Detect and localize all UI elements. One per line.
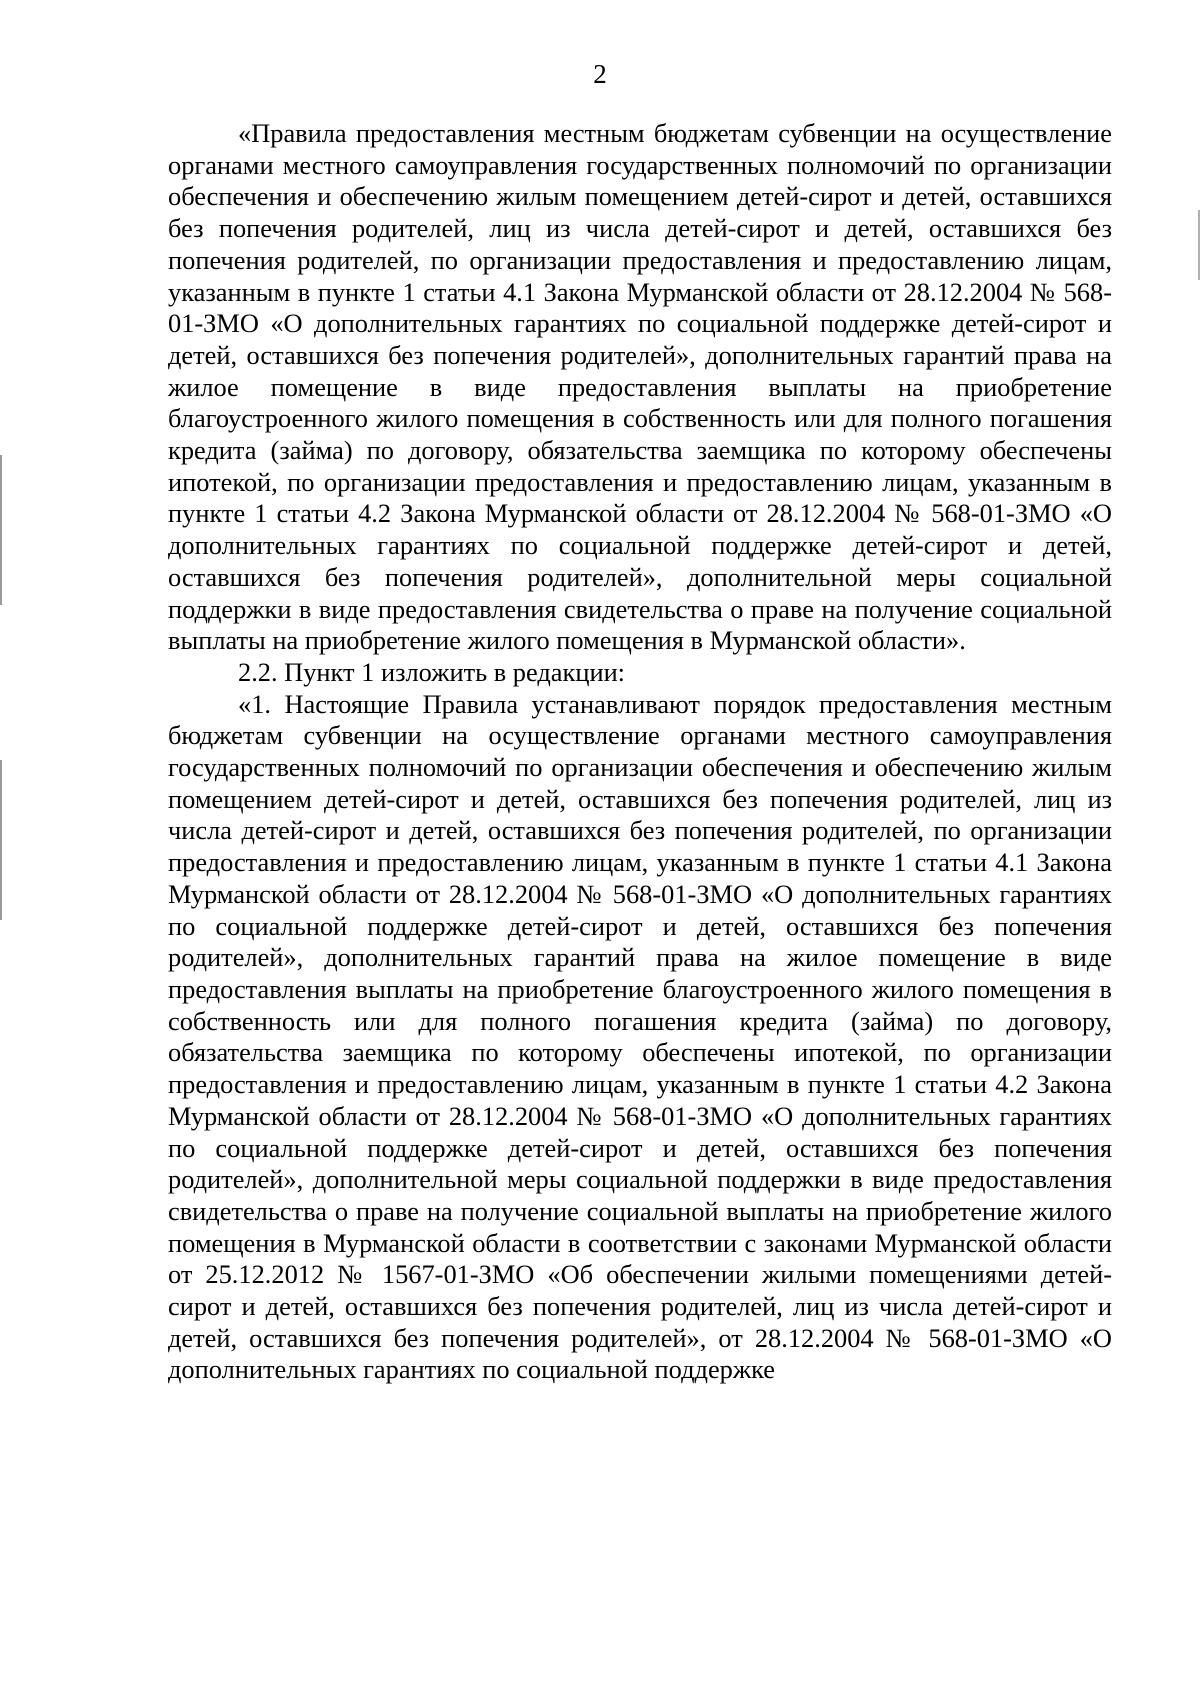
paragraph-item-2-2: 2.2. Пункт 1 изложить в редакции: bbox=[238, 656, 626, 687]
paragraph-rules-title: «Правила предоставления местным бюджетам субвенции на осуществление органами местного самоуправления государственных полномочий по организации обеспечения и обеспечению жилым помещением детей-сирот и детей, оставшихся без попечения родителей, лиц из числа детей-сирот и детей, оставшихся без попечения родителей, по организации предоставления и предоставлению лицам, указанным в пункте 1 статьи 4.1 Закона Мурманской области от 28.12.2004 № 568-01-ЗМО «О дополнительных гарантиях по социальной поддержке детей-сирот и детей, оставшихся без попечения родителей», дополнительных гарантий права на жилое помещение в виде предоставления выплаты на приобретение благоустроенного жилого помещения в собственность или для полного погашения кредита (займа) по договору, обязательства заемщика по которому обеспечены ипотекой, по организации предоставления и предоставлению лицам, указанным в пункте 1 статьи 4.2 Закона Мурманской области от 28.12.2004 № 568-01-ЗМО «О дополнительных гарантиях по социальной поддержке детей-сирот и детей, оставшихся без попечения родителей», дополнительной меры социальной поддержки в виде предоставления свидетельства о праве на получение социальной выплаты на приобретение жилого помещения в Мурманской области». bbox=[168, 118, 1112, 656]
scan-edge-mark-bottom bbox=[0, 760, 2, 920]
document-body bbox=[168, 118, 1112, 1386]
scan-edge-mark-top bbox=[0, 455, 2, 605]
page-number: 2 bbox=[593, 59, 607, 89]
paragraph-point-1: «1. Настоящие Правила устанавливают порядок предоставления местным бюджетам субвенции на осуществление органами местного самоуправления государственных полномочий по организации обеспечения и обеспечению жилым помещением детей-сирот и детей, оставшихся без попечения родителей, лиц из числа детей-сирот и детей, оставшихся без попечения родителей, по организации предоставления и предоставлению лицам, указанным в пункте 1 статьи 4.1 Закона Мурманской области от 28.12.2004 № 568-01-ЗМО «О дополнительных гарантиях по социальной поддержке детей-сирот и детей, оставшихся без попечения родителей», дополнительных гарантий права на жилое помещение в виде предоставления выплаты на приобретение благоустроенного жилого помещения в собственность или для полного погашения кредита (займа) по договору, обязательства заемщика по которому обеспечены ипотекой, по организации предоставления и предоставлению лицам, указанным в пункте 1 статьи 4.2 Закона Мурманской области от 28.12.2004 № 568-01-ЗМО «О дополнительных гарантиях по социальной поддержке детей-сирот и детей, оставшихся без попечения родителей», дополнительной меры социальной поддержки в виде предоставления свидетельства о праве на получение социальной выплаты на приобретение жилого помещения в Мурманской области в соответствии с законами Мурманской области от 25.12.2012 № 1567-01-ЗМО «Об обеспечении жилыми помещениями детей-сирот и детей, оставшихся без попечения родителей, лиц из числа детей-сирот и детей, оставшихся без попечения родителей», от 28.12.2004 № 568-01-ЗМО «О дополнительных гарантиях по социальной поддержке bbox=[168, 688, 1112, 1385]
